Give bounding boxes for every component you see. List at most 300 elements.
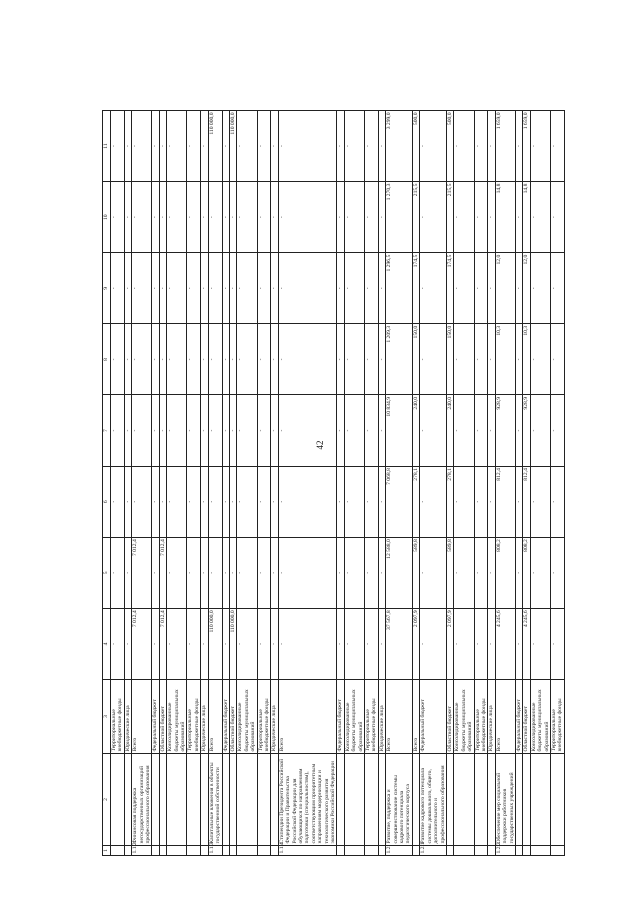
amount-cell: - xyxy=(257,395,271,466)
amount-cell: - xyxy=(515,466,522,537)
amount-cell: - xyxy=(271,537,278,608)
amount-cell: - xyxy=(124,537,131,608)
row-code xyxy=(530,846,550,856)
amount-cell: - xyxy=(132,466,152,537)
amount-cell: - xyxy=(237,537,257,608)
amount-cell: - xyxy=(454,608,474,679)
amount-cell: - xyxy=(167,608,187,679)
amount-cell: - xyxy=(378,537,385,608)
amount-cell: - xyxy=(365,253,379,324)
amount-cell: 37 567,8 xyxy=(386,608,413,679)
activity-name xyxy=(337,754,344,846)
funding-source: Территориальные внебюджетные фонды xyxy=(111,680,125,754)
amount-cell: 1 296,5 xyxy=(386,253,413,324)
table-row xyxy=(523,111,530,856)
amount-cell: - xyxy=(337,395,344,466)
row-code xyxy=(523,846,530,856)
amount-cell: - xyxy=(344,608,364,679)
funding-source: Территориальные внебюджетные фонды xyxy=(257,680,271,754)
amount-cell: - xyxy=(365,466,379,537)
amount-cell: 1 270,3 xyxy=(386,182,413,253)
amount-cell: 808,2 xyxy=(523,537,530,608)
amount-cell: - xyxy=(344,111,364,182)
amount-cell: - xyxy=(111,253,125,324)
activity-name xyxy=(474,754,488,846)
activity-name: Стипендии Президента Российской Федерации и Правительства Российской Федерации для обучающихся по направлениям подготовки (специальностям), соответствующим приоритетным направлениям модернизации и технологического развития экономики Российской Федерации xyxy=(278,754,337,846)
amount-cell: - xyxy=(488,395,495,466)
funding-source: Областной бюджет xyxy=(229,680,236,754)
activity-name xyxy=(523,754,530,846)
amount-cell: - xyxy=(551,182,565,253)
amount-cell: - xyxy=(257,466,271,537)
activity-name: Капитальные вложения в объекты государственной собственности xyxy=(208,754,222,846)
amount-cell: - xyxy=(271,395,278,466)
amount-cell: 4 245,6 xyxy=(523,608,530,679)
amount-cell: - xyxy=(515,537,522,608)
funding-source: Консолидированные бюджеты муниципальных образований xyxy=(344,680,364,754)
table-row xyxy=(152,111,159,856)
amount-cell: - xyxy=(551,395,565,466)
amount-cell: 4 245,6 xyxy=(495,608,515,679)
column-number: 2 xyxy=(103,754,111,846)
table-row xyxy=(337,111,344,856)
funding-source: Консолидированные бюджеты муниципальных образований xyxy=(454,680,474,754)
funding-source: Консолидированные бюджеты муниципальных образований xyxy=(237,680,257,754)
amount-cell: 110 000,0 xyxy=(208,111,222,182)
amount-cell: - xyxy=(474,324,488,395)
row-code xyxy=(365,846,379,856)
funding-source: Всего xyxy=(208,680,222,754)
column-number: 7 xyxy=(103,395,111,466)
amount-cell: - xyxy=(167,466,187,537)
amount-cell: - xyxy=(454,253,474,324)
activity-name xyxy=(446,754,453,846)
activity-name xyxy=(271,754,278,846)
amount-cell: - xyxy=(152,111,159,182)
amount-cell: 240,0 xyxy=(412,395,419,466)
row-code: 1.1.4 xyxy=(278,846,337,856)
activity-name xyxy=(454,754,474,846)
column-number: 10 xyxy=(103,182,111,253)
amount-cell: - xyxy=(187,608,201,679)
activity-name xyxy=(124,754,131,846)
amount-cell: - xyxy=(278,182,337,253)
amount-cell: - xyxy=(201,253,208,324)
amount-cell: - xyxy=(474,253,488,324)
amount-cell: - xyxy=(229,537,236,608)
amount-cell: - xyxy=(229,182,236,253)
amount-cell: - xyxy=(167,324,187,395)
amount-cell: - xyxy=(124,324,131,395)
funding-source: Федеральный бюджет xyxy=(420,680,447,754)
amount-cell: 7 068,8 xyxy=(386,466,413,537)
table-row xyxy=(124,111,131,856)
column-number: 4 xyxy=(103,608,111,679)
amount-cell: - xyxy=(257,253,271,324)
row-code xyxy=(488,846,495,856)
amount-cell: - xyxy=(271,324,278,395)
amount-cell: - xyxy=(337,182,344,253)
amount-cell: - xyxy=(551,111,565,182)
activity-name xyxy=(167,754,187,846)
amount-cell: - xyxy=(124,253,131,324)
amount-cell: - xyxy=(420,466,447,537)
amount-cell: - xyxy=(454,324,474,395)
funding-source: Юридические лица xyxy=(124,680,131,754)
column-number-row xyxy=(103,111,111,856)
column-number: 1 xyxy=(103,846,111,856)
amount-cell: 110 000,0 xyxy=(229,608,236,679)
amount-cell: - xyxy=(420,608,447,679)
amount-cell: - xyxy=(488,608,495,679)
table-row xyxy=(495,111,515,856)
amount-cell: - xyxy=(420,395,447,466)
table-row xyxy=(515,111,522,856)
amount-cell: - xyxy=(474,608,488,679)
amount-cell: 14,8 xyxy=(495,182,515,253)
amount-cell: - xyxy=(337,608,344,679)
amount-cell: 500,0 xyxy=(446,111,453,182)
table-row xyxy=(344,111,364,856)
amount-cell: 215,5 xyxy=(446,182,453,253)
amount-cell: - xyxy=(111,395,125,466)
amount-cell: - xyxy=(278,608,337,679)
amount-cell: - xyxy=(152,182,159,253)
amount-cell: - xyxy=(159,324,166,395)
amount-cell: 215,5 xyxy=(412,182,419,253)
amount-cell: - xyxy=(515,182,522,253)
row-code xyxy=(515,846,522,856)
amount-cell: - xyxy=(420,253,447,324)
amount-cell: - xyxy=(344,182,364,253)
amount-cell: - xyxy=(229,324,236,395)
amount-cell: - xyxy=(365,111,379,182)
amount-cell: - xyxy=(344,537,364,608)
amount-cell: - xyxy=(237,466,257,537)
amount-cell: - xyxy=(159,395,166,466)
funding-source: Консолидированные бюджеты муниципальных образований xyxy=(167,680,187,754)
amount-cell: - xyxy=(152,537,159,608)
amount-cell: - xyxy=(474,537,488,608)
amount-cell: - xyxy=(237,111,257,182)
amount-cell: - xyxy=(167,253,187,324)
table-row xyxy=(208,111,222,856)
table-row xyxy=(222,111,229,856)
amount-cell: - xyxy=(337,324,344,395)
table-row xyxy=(159,111,166,856)
table-row xyxy=(257,111,271,856)
amount-cell: - xyxy=(201,324,208,395)
table-row xyxy=(474,111,488,856)
activity-name: Развитие, поддержка и совершенствование системы кадрового потенциала педагогического корпуса xyxy=(386,754,413,846)
amount-cell: - xyxy=(222,182,229,253)
funding-source: Территориальные внебюджетные фонды xyxy=(365,680,379,754)
amount-cell: 174,5 xyxy=(446,253,453,324)
amount-cell: - xyxy=(229,253,236,324)
amount-cell: - xyxy=(201,537,208,608)
column-number: 11 xyxy=(103,111,111,182)
amount-cell: - xyxy=(365,608,379,679)
amount-cell: - xyxy=(474,395,488,466)
amount-cell: 12,0 xyxy=(523,253,530,324)
amount-cell: - xyxy=(551,608,565,679)
row-code xyxy=(152,846,159,856)
column-number: 3 xyxy=(103,680,111,754)
amount-cell: - xyxy=(201,111,208,182)
activity-name xyxy=(187,754,201,846)
amount-cell: - xyxy=(378,111,385,182)
activity-name xyxy=(365,754,379,846)
amount-cell: - xyxy=(237,182,257,253)
funding-source: Всего xyxy=(132,680,152,754)
amount-cell: - xyxy=(208,537,222,608)
activity-name xyxy=(257,754,271,846)
amount-cell: - xyxy=(420,182,447,253)
funding-source: Всего xyxy=(386,680,413,754)
amount-cell: - xyxy=(278,537,337,608)
amount-cell: - xyxy=(378,395,385,466)
amount-cell: - xyxy=(530,324,550,395)
amount-cell: 278,1 xyxy=(412,466,419,537)
funding-table-body xyxy=(103,111,565,856)
amount-cell: - xyxy=(365,395,379,466)
amount-cell: - xyxy=(488,324,495,395)
column-number: 8 xyxy=(103,324,111,395)
amount-cell: - xyxy=(132,111,152,182)
table-row xyxy=(446,111,453,856)
amount-cell: - xyxy=(278,395,337,466)
amount-cell: - xyxy=(454,537,474,608)
amount-cell: 1 659,0 xyxy=(523,111,530,182)
row-code xyxy=(201,846,208,856)
activity-name xyxy=(378,754,385,846)
row-code: 1.2.1 xyxy=(420,846,447,856)
amount-cell: - xyxy=(488,466,495,537)
activity-name xyxy=(530,754,550,846)
amount-cell: - xyxy=(488,182,495,253)
amount-cell: - xyxy=(474,466,488,537)
activity-name xyxy=(229,754,236,846)
table-row xyxy=(365,111,379,856)
amount-cell: - xyxy=(167,182,187,253)
amount-cell: - xyxy=(124,395,131,466)
amount-cell: 589,8 xyxy=(446,537,453,608)
amount-cell: - xyxy=(378,324,385,395)
amount-cell: - xyxy=(159,253,166,324)
amount-cell: - xyxy=(365,182,379,253)
amount-cell: - xyxy=(187,537,201,608)
amount-cell: - xyxy=(132,253,152,324)
amount-cell: - xyxy=(515,608,522,679)
program-funding-table xyxy=(102,110,565,856)
table-row xyxy=(378,111,385,856)
amount-cell: - xyxy=(344,324,364,395)
amount-cell: - xyxy=(201,395,208,466)
amount-cell: - xyxy=(420,111,447,182)
amount-cell: - xyxy=(420,537,447,608)
amount-cell: - xyxy=(278,253,337,324)
activity-name xyxy=(551,754,565,846)
table-row xyxy=(132,111,152,856)
amount-cell: - xyxy=(152,324,159,395)
row-code xyxy=(111,846,125,856)
amount-cell: - xyxy=(257,111,271,182)
row-code xyxy=(378,846,385,856)
amount-cell: - xyxy=(271,608,278,679)
amount-cell: - xyxy=(187,253,201,324)
amount-cell: - xyxy=(159,182,166,253)
amount-cell: - xyxy=(474,111,488,182)
activity-name xyxy=(237,754,257,846)
funding-source: Областной бюджет xyxy=(523,680,530,754)
amount-cell: - xyxy=(229,395,236,466)
amount-cell: - xyxy=(551,253,565,324)
amount-cell: - xyxy=(237,253,257,324)
activity-name: Финансовая поддержка негосударственных организаций профессионального образования xyxy=(132,754,152,846)
amount-cell: 1 209,3 xyxy=(386,324,413,395)
amount-cell: - xyxy=(337,111,344,182)
amount-cell: 7 012,4 xyxy=(132,608,152,679)
amount-cell: 240,0 xyxy=(446,395,453,466)
row-code xyxy=(344,846,364,856)
amount-cell: - xyxy=(271,182,278,253)
amount-cell: - xyxy=(454,395,474,466)
amount-cell: - xyxy=(365,324,379,395)
amount-cell: - xyxy=(124,608,131,679)
amount-cell: 812,4 xyxy=(523,466,530,537)
amount-cell: - xyxy=(278,324,337,395)
column-number: 9 xyxy=(103,253,111,324)
amount-cell: - xyxy=(111,182,125,253)
activity-name xyxy=(201,754,208,846)
amount-cell: - xyxy=(257,182,271,253)
funding-source: Территориальные внебюджетные фонды xyxy=(551,680,565,754)
amount-cell: - xyxy=(530,111,550,182)
activity-name xyxy=(412,754,419,846)
amount-cell: 110 000,0 xyxy=(229,111,236,182)
amount-cell: - xyxy=(378,182,385,253)
amount-cell: - xyxy=(454,466,474,537)
table-row xyxy=(551,111,565,856)
amount-cell: - xyxy=(515,111,522,182)
amount-cell: - xyxy=(378,466,385,537)
amount-cell: 10 834,9 xyxy=(386,395,413,466)
table-row xyxy=(488,111,495,856)
amount-cell: - xyxy=(208,182,222,253)
amount-cell: - xyxy=(222,537,229,608)
amount-cell: - xyxy=(237,324,257,395)
row-code xyxy=(337,846,344,856)
row-code xyxy=(454,846,474,856)
funding-source: Федеральный бюджет xyxy=(152,680,159,754)
funding-source: Федеральный бюджет xyxy=(515,680,522,754)
amount-cell: 110 000,0 xyxy=(208,608,222,679)
amount-cell: - xyxy=(237,608,257,679)
amount-cell: 928,9 xyxy=(495,395,515,466)
funding-source: Консолидированные бюджеты муниципальных образований xyxy=(530,680,550,754)
amount-cell: 500,0 xyxy=(412,111,419,182)
amount-cell: - xyxy=(278,466,337,537)
amount-cell: - xyxy=(201,466,208,537)
activity-name xyxy=(111,754,125,846)
amount-cell: 2 097,9 xyxy=(412,608,419,679)
amount-cell: - xyxy=(515,324,522,395)
row-code xyxy=(187,846,201,856)
amount-cell: - xyxy=(111,466,125,537)
amount-cell: - xyxy=(111,111,125,182)
amount-cell: - xyxy=(257,537,271,608)
amount-cell: - xyxy=(344,395,364,466)
activity-name xyxy=(344,754,364,846)
funding-source: Юридические лица xyxy=(271,680,278,754)
funding-source: Всего xyxy=(412,680,419,754)
activity-name xyxy=(222,754,229,846)
amount-cell: - xyxy=(365,537,379,608)
funding-source: Всего xyxy=(278,680,337,754)
funding-source: Территориальные внебюджетные фонды xyxy=(187,680,201,754)
page-number: 42 xyxy=(315,440,325,450)
table-row xyxy=(237,111,257,856)
table-row xyxy=(111,111,125,856)
amount-cell: - xyxy=(551,324,565,395)
amount-cell: - xyxy=(152,466,159,537)
table-row xyxy=(229,111,236,856)
amount-cell: - xyxy=(237,395,257,466)
activity-name xyxy=(159,754,166,846)
row-code xyxy=(159,846,166,856)
amount-cell: - xyxy=(208,324,222,395)
amount-cell: - xyxy=(337,466,344,537)
amount-cell: - xyxy=(159,111,166,182)
table-row xyxy=(454,111,474,856)
amount-cell: 1 659,0 xyxy=(495,111,515,182)
amount-cell: - xyxy=(530,537,550,608)
row-code xyxy=(551,846,565,856)
amount-cell: - xyxy=(530,608,550,679)
amount-cell: 10,3 xyxy=(495,324,515,395)
amount-cell: - xyxy=(551,466,565,537)
amount-cell: - xyxy=(187,395,201,466)
amount-cell: 928,9 xyxy=(523,395,530,466)
amount-cell: - xyxy=(271,466,278,537)
amount-cell: 12 588,0 xyxy=(386,537,413,608)
amount-cell: 278,1 xyxy=(446,466,453,537)
amount-cell: - xyxy=(111,608,125,679)
amount-cell: - xyxy=(222,253,229,324)
amount-cell: - xyxy=(530,395,550,466)
amount-cell: - xyxy=(344,466,364,537)
amount-cell: 150,0 xyxy=(446,324,453,395)
amount-cell: - xyxy=(208,395,222,466)
funding-source: Областной бюджет xyxy=(446,680,453,754)
amount-cell: - xyxy=(474,182,488,253)
activity-name xyxy=(152,754,159,846)
amount-cell: - xyxy=(271,111,278,182)
amount-cell: - xyxy=(132,395,152,466)
amount-cell: - xyxy=(187,111,201,182)
row-code xyxy=(237,846,257,856)
row-code xyxy=(229,846,236,856)
column-number: 5 xyxy=(103,537,111,608)
table-row xyxy=(187,111,201,856)
amount-cell: 3 299,0 xyxy=(386,111,413,182)
amount-cell: - xyxy=(124,466,131,537)
amount-cell: - xyxy=(378,608,385,679)
row-code xyxy=(474,846,488,856)
amount-cell: 7 012,4 xyxy=(132,537,152,608)
amount-cell: - xyxy=(454,111,474,182)
amount-cell: - xyxy=(152,253,159,324)
